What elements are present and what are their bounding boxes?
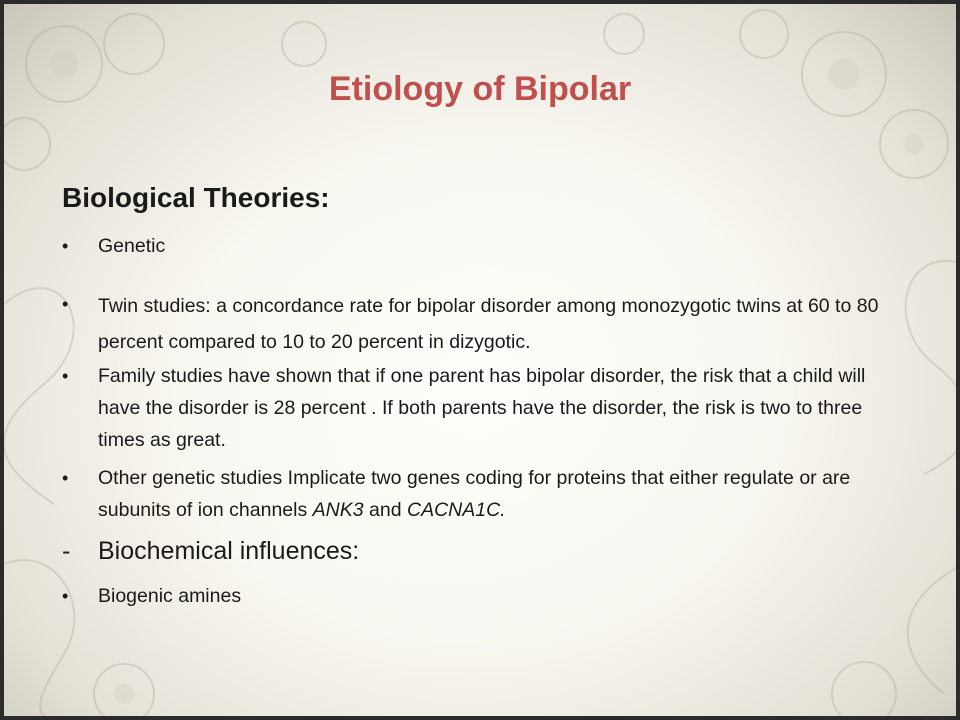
bullet-text-part: Other genetic studies Implicate two genes coding for proteins that either regulate or are subunits of ion channels [98,467,851,521]
bullet-text: Family studies have shown that if one parent has bipolar disorder, the risk that a child will have the disorder is 28 percent . If both parents have the disorder, the risk is two to three times as great. [98,365,866,451]
gene-name: ANK3 [312,499,364,521]
bullet-icon: • [62,586,69,606]
bullet-text [98,462,908,526]
bullet-icon: • [62,366,69,386]
dash-marker: - [62,537,71,565]
bullet-icon: • [62,236,69,256]
bullet-text: Twin studies: a concordance rate for bipolar disorder among monozygotic twins at 60 to 80 percent compared to 10 to 20 percent in dizygotic. [98,295,879,353]
subheading [62,537,359,566]
subheading-text: Biochemical influences: [98,537,360,565]
bullet-text: Biogenic amines [98,585,242,607]
slide-title: Etiology of Bipolar [328,70,632,108]
bullet-text: Genetic [98,235,166,257]
bullet-text-part: and [363,499,407,521]
section-heading: Biological Theories: [62,182,330,213]
bullet-icon: • [62,468,69,488]
gene-name: CACNA1C. [406,499,506,521]
bullet-icon: • [62,294,69,314]
